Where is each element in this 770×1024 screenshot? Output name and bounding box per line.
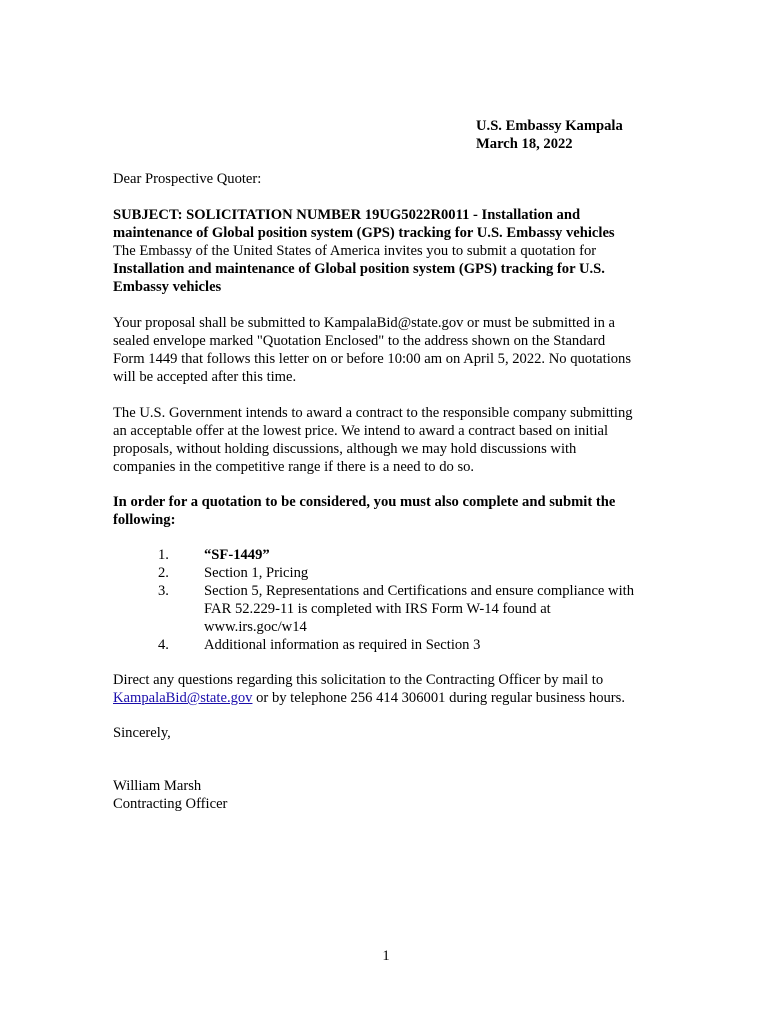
award-line-3: proposals, without holding discussions, although we may hold discussions with [113, 441, 577, 457]
award-line-4: companies in the competitive range if there is a need to do so. [113, 459, 475, 475]
contact-line-2-text: or by telephone 256 414 306001 during regular business hours. [252, 690, 625, 706]
embassy-name: U.S. Embassy Kampala [476, 118, 623, 134]
list-item-number: 3. [158, 583, 169, 599]
invitation-line: The Embassy of the United States of America invites you to submit a quotation for [113, 243, 597, 259]
list-item-text: Additional information as required in Section 3 [204, 637, 481, 653]
list-item [113, 636, 673, 654]
requirements-intro-line-1: In order for a quotation to be considered, you must also complete and submit the [113, 494, 616, 510]
signature-block [113, 777, 227, 813]
list-item-text: FAR 52.229-11 is completed with IRS Form W-14 found at [204, 601, 551, 617]
list-item [113, 564, 673, 582]
list-item-number: 1. [158, 547, 169, 563]
letter-header [476, 117, 623, 153]
list-item-text: Section 1, Pricing [204, 565, 309, 581]
list-item-number: 4. [158, 637, 169, 653]
project-title-line-2: Embassy vehicles [113, 279, 222, 295]
signer-name: William Marsh [113, 778, 202, 794]
signer-title: Contracting Officer [113, 796, 228, 812]
subject-line-2: maintenance of Global position system (GPS) tracking for U.S. Embassy vehicles [113, 225, 615, 241]
award-line-2: an acceptable offer at the lowest price. We intend to award a contract based on initial [113, 423, 609, 439]
list-item-text: www.irs.goc/w14 [204, 619, 307, 635]
requirements-intro [113, 493, 658, 529]
project-title-line-1: Installation and maintenance of Global position system (GPS) tracking for U.S. [113, 261, 605, 277]
list-item-text: “SF-1449” [204, 547, 270, 563]
subject-paragraph [113, 206, 658, 296]
proposal-line-4: will be accepted after this time. [113, 369, 297, 385]
letter-date: March 18, 2022 [476, 136, 573, 152]
contact-line-2 [113, 689, 658, 707]
contact-paragraph [113, 671, 658, 707]
proposal-line-1: Your proposal shall be submitted to KampalaBid@state.gov or must be submitted in a [113, 315, 616, 331]
list-item [113, 546, 673, 564]
list-item-text: Section 5, Representations and Certifications and ensure compliance with [204, 583, 634, 599]
closing: Sincerely, [113, 725, 171, 741]
email-link[interactable]: KampalaBid@state.gov [113, 690, 253, 706]
subject-line-1: SUBJECT: SOLICITATION NUMBER 19UG5022R0011 - Installation and [113, 207, 581, 223]
salutation: Dear Prospective Quoter: [113, 171, 262, 187]
requirements-list [113, 546, 673, 654]
award-line-1: The U.S. Government intends to award a contract to the responsible company submitting [113, 405, 633, 421]
requirements-intro-line-2: following: [113, 512, 176, 528]
proposal-paragraph [113, 314, 658, 386]
proposal-line-2: sealed envelope marked "Quotation Enclosed" to the address shown on the Standard [113, 333, 606, 349]
contact-line-1: Direct any questions regarding this solicitation to the Contracting Officer by mail to [113, 672, 604, 688]
page-number: 1 [382, 948, 390, 964]
award-paragraph [113, 404, 658, 476]
list-item [113, 582, 673, 636]
proposal-line-3: Form 1449 that follows this letter on or before 10:00 am on April 5, 2022. No quotations [113, 351, 632, 367]
list-item-number: 2. [158, 565, 169, 581]
